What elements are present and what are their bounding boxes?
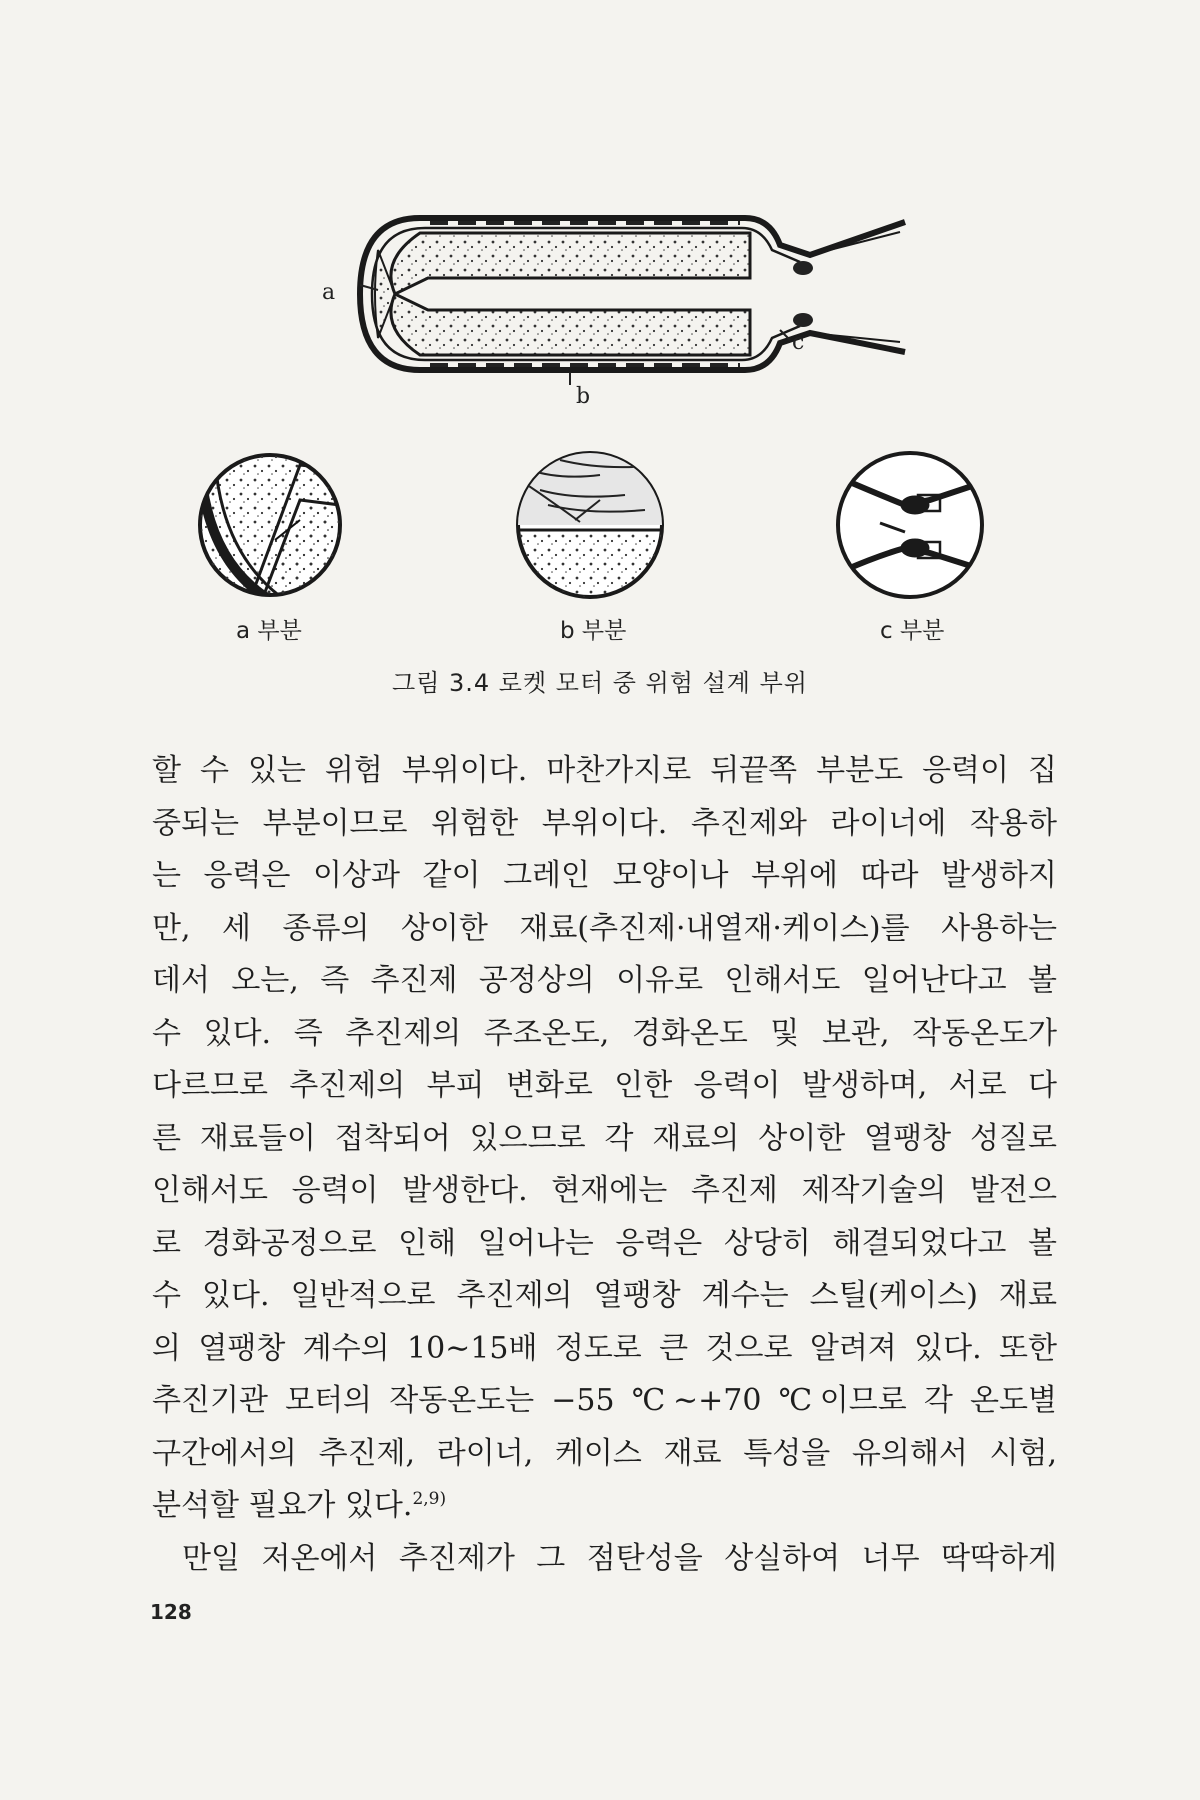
text-line: 중되는 부분이므로 위험한 부위이다. 추진제와 라이너에 작용하 — [152, 805, 1057, 841]
nozzle-throat-bottom — [793, 313, 813, 327]
detail-b-circle — [518, 453, 662, 602]
detail-c-circle — [838, 453, 990, 597]
reference-superscript: 2,9) — [412, 1489, 447, 1509]
text-line: 데서 오는, 즉 추진제 공정상의 이유로 인해서도 일어난다고 볼 — [152, 963, 1057, 998]
text-line: 수 있다. 일반적으로 추진제의 열팽창 계수는 스틸(케이스) 재료 — [152, 1278, 1057, 1313]
detail-a-caption: a 부분 — [236, 618, 302, 644]
figure-3-4 — [0, 0, 1200, 700]
text-line: 의 열팽창 계수의 10∼15배 정도로 큰 것으로 알려져 있다. 또한 — [152, 1330, 1057, 1366]
rocket-motor-diagram — [0, 0, 1200, 700]
nozzle-throat-top — [793, 261, 813, 275]
propellant-grain-bottom — [391, 294, 750, 355]
text-line: 할 수 있는 위험 부위이다. 마찬가지로 뒤끝쪽 부분도 응력이 집 — [152, 753, 1057, 788]
text-line: 구간에서의 추진제, 라이너, 케이스 재료 특성을 유의해서 시험, — [152, 1435, 1057, 1471]
text-line-last — [152, 1480, 1057, 1533]
detail-c-caption: c 부분 — [880, 618, 945, 644]
label-c: c — [792, 330, 805, 355]
text-line: 수 있다. 즉 추진제의 주조온도, 경화온도 및 보관, 작동온도가 — [152, 1015, 1057, 1051]
text-line: 인해서도 응력이 발생한다. 현재에는 추진제 제작기술의 발전으 — [152, 1173, 1057, 1208]
label-b: b — [576, 384, 591, 409]
body-text — [152, 745, 1057, 1585]
label-a: a — [322, 280, 336, 305]
propellant-grain-top — [391, 233, 750, 294]
paragraph-end: 분석할 필요가 있다. — [152, 1488, 413, 1523]
figure-caption: 그림 3.4 로켓 모터 중 위험 설계 부위 — [392, 669, 808, 697]
detail-b-caption: b 부분 — [560, 618, 627, 644]
text-line: 만, 세 종류의 상이한 재료(추진제·내열재·케이스)를 사용하는 — [152, 910, 1057, 946]
text-line: 로 경화공정으로 인해 일어나는 응력은 상당히 해결되었다고 볼 — [152, 1225, 1057, 1261]
text-line: 다르므로 추진제의 부피 변화로 인한 응력이 발생하며, 서로 다 — [152, 1068, 1057, 1103]
paragraph-2-line: 만일 저온에서 추진제가 그 점탄성을 상실하여 너무 딱딱하게 — [182, 1540, 1057, 1576]
text-line: 는 응력은 이상과 같이 그레인 모양이나 부위에 따라 발생하지 — [152, 858, 1057, 893]
text-line: 른 재료들이 접착되어 있으므로 각 재료의 상이한 열팽창 성질로 — [152, 1120, 1057, 1156]
page-number: 128 — [150, 1600, 192, 1624]
detail-a-circle — [200, 455, 345, 600]
text-line: 추진기관 모터의 작동온도는 −55 ℃∼+70 ℃이므로 각 온도별 — [152, 1383, 1057, 1418]
